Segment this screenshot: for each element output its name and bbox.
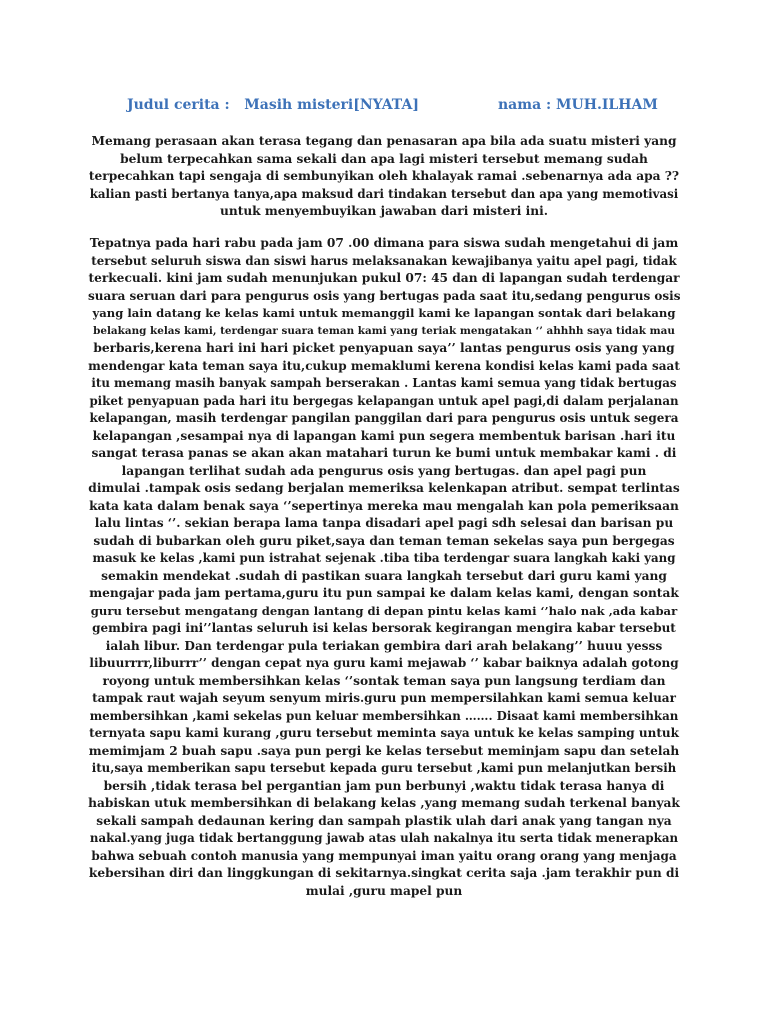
text-line: mulai ,guru mapel pun: [305, 883, 463, 898]
text-line: kata kata dalam benak saya ‘’sepertinya mereka mau mengalah kan pola pemeriksaan: [89, 498, 679, 513]
text-line: yang lain datang ke kelas kami untuk memanggil kami ke lapangan sontak dari belakang: [92, 306, 676, 320]
title-line: [0, 97, 768, 119]
paragraph-intro: [88, 133, 680, 221]
text-line: kelapangan, masih terdengar pangilan panggilan dari para pengurus osis untuk segera: [89, 411, 679, 425]
text-line: itu,saya memberikan sapu tersebut kepada guru tersebut ,kami pun melanjutkan bersih: [91, 761, 677, 775]
text-line: lapangan terlihat sudah ada pengurus osis yang bertugas. dan apel pagi pun: [121, 463, 647, 478]
text-line: royong untuk membersihkan kelas ‘’sontak teman saya pun langsung terdiam dan: [102, 673, 666, 688]
text-line: libuurrrr,liburrr’’ dengan cepat nya guru kami mejawab ‘’ kabar baiknya adalah gotong: [89, 656, 679, 670]
text-line: tampak raut wajah seyum senyum miris.guru pun mempersilahkan kami semua keluar: [92, 691, 676, 705]
text-line: bahwa sebuah contoh manusia yang mempunyai iman yaitu orang orang yang menjaga: [91, 848, 677, 863]
text-line: tersebut seluruh siswa dan siswi harus melaksanakan kewajibanya yaitu apel pagi, tidak: [91, 253, 677, 268]
text-line: nakal.yang juga tidak bertanggung jawab atas ulah nakalnya itu serta tidak menerapkan: [89, 831, 679, 845]
text-line: masuk ke kelas ,kami pun istrahat sejenak .tiba tiba terdengar suara langkah kaki yang: [92, 551, 676, 565]
text-line: habiskan utuk membersihkan di belakang kelas ,yang memang sudah terkenal banyak: [88, 796, 680, 810]
text-line: semakin mendekat .sudah di pastikan suara langkah tersebut dari guru kami yang: [101, 568, 667, 583]
text-line: berbaris,kerena hari ini hari picket penyapuan saya’’ lantas pengurus osis yang yang: [93, 341, 675, 355]
text-line: Memang perasaan akan terasa tegang dan penasaran apa bila ada suatu misteri yang: [91, 134, 677, 148]
text-line: itu memang masih banyak sampah berserakan . Lantas kami semua yang tidak bertugas: [91, 376, 677, 390]
text-line: piket penyapuan pada hari itu bergegas kelapangan untuk apel pagi,di dalam perjalanan: [89, 393, 679, 408]
text-line: ialah libur. Dan terdengar pula teriakan gembira dari arah belakang’’ huuu yesss: [105, 638, 663, 653]
text-line: belakang kelas kami, terdengar suara teman kami yang teriak mengatakan ‘’ ahhhh saya tidak mau: [93, 324, 675, 337]
text-line: kebersihan diri dan linggkungan di sekitarnya.singkat cerita saja .jam terakhir pun di: [88, 866, 680, 880]
paragraph-story: [88, 235, 680, 900]
text-line: sekali sampah dedaunan kering dan sampah plastik ulah dari anak yang tangan nya: [96, 813, 672, 828]
text-line: terkecuali. kini jam sudah menunjukan pukul 07: 45 dan di lapangan sudah terdengar: [88, 271, 680, 285]
text-line: membersihkan ,kami sekelas pun keluar membersihkan ……. Disaat kami membersihkan: [89, 708, 679, 723]
text-line: bersih ,tidak terasa bel pergantian jam pun berbunyi ,waktu tidak terasa hanya di: [103, 778, 665, 793]
story-title: Judul cerita : Masih misteri[NYATA]: [127, 97, 419, 113]
text-line: dimulai .tampak osis sedang berjalan memeriksa kelenkapan atribut. sempat terlintas: [88, 481, 680, 495]
text-line: kelapangan ,sesampai nya di lapangan kami pun segera membentuk barisan .hari itu: [92, 428, 676, 443]
text-line: ternyata sapu kami kurang ,guru tersebut meminta saya untuk ke kelas samping untuk: [89, 726, 679, 740]
text-line: sangat terasa panas se akan akan matahari turun ke bumi untuk membakar kami . di: [91, 446, 677, 460]
text-line: Tepatnya pada hari rabu pada jam 07 .00 dimana para siswa sudah mengetahui di jam: [89, 236, 679, 250]
text-line: guru tersebut mengatang dengan lantang di depan pintu kelas kami ‘’halo nak ,ada kabar: [90, 603, 678, 618]
text-line: terpecahkan tapi sengaja di sembunyikan oleh khalayak ramai .sebenarnya ada apa ??: [88, 169, 680, 183]
text-line: kalian pasti bertanya tanya,apa maksud dari tindakan tersebut dan apa yang memotivasi: [89, 186, 679, 201]
text-line: belum terpecahkan sama sekali dan apa lagi misteri tersebut memang sudah: [120, 151, 648, 166]
text-line: untuk menyembuyikan jawaban dari misteri ini.: [219, 204, 549, 218]
text-line: lalu lintas ‘’. sekian berapa lama tanpa disadari apel pagi sdh selesai dan barisan pu: [94, 516, 674, 530]
text-line: mengajar pada jam pertama,guru itu pun sampai ke dalam kelas kami, dengan sontak: [89, 586, 679, 600]
text-line: sudah di bubarkan oleh guru piket,saya dan teman teman sekelas saya pun bergegas: [93, 533, 675, 548]
text-line: suara seruan dari para pengurus osis yang bertugas pada saat itu,sedang pengurus osis: [88, 288, 681, 303]
text-line: memimjam 2 buah sapu .saya pun pergi ke kelas tersebut meminjam sapu dan setelah: [88, 743, 680, 758]
text-line: gembira pagi ini’’lantas seluruh isi kelas bersorak kegirangan mengira kabar tersebut: [92, 621, 676, 635]
text-line: mendengar kata teman saya itu,cukup memaklumi kerena kondisi kelas kami pada saat: [88, 358, 680, 373]
author-name: nama : MUH.ILHAM: [498, 97, 658, 113]
